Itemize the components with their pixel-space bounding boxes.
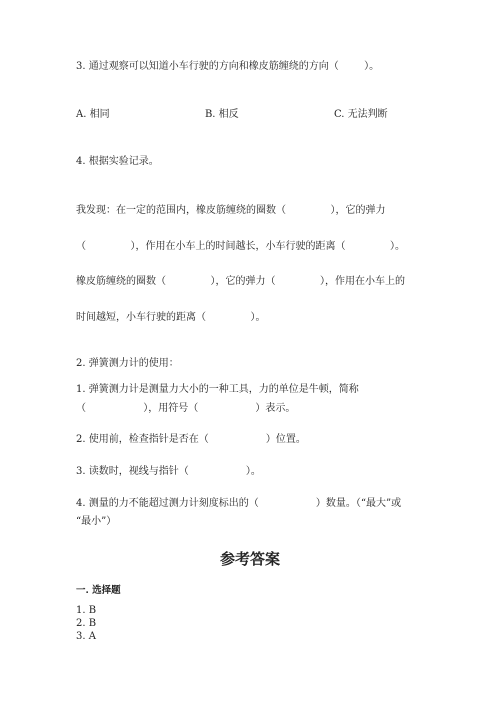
- question-4-line-3: 橡皮筋缠绕的圈数（ ），它的弹力（ ），作用在小车上的: [76, 276, 406, 287]
- answer-3: 3. A: [76, 631, 96, 642]
- fill-item-3: 3. 读数时，视线与指针（ ）。: [76, 466, 261, 477]
- question-3-options: A. 相同 B. 相反 C. 无法判断: [76, 109, 388, 120]
- fill-item-2: 2. 使用前，检查指针是否在（ ）位置。: [76, 434, 306, 445]
- answer-title: 参考答案: [219, 550, 280, 568]
- answer-1: 1. B: [76, 605, 97, 616]
- answer-2: 2. B: [76, 618, 97, 629]
- question-4: 4. 根据实验记录。: [76, 156, 159, 167]
- question-4-line-1: 我发现：在一定的范围内，橡皮筋缠绕的圈数（ ），它的弹力: [76, 205, 386, 216]
- question-3: 3. 通过观察可以知道小车行驶的方向和橡皮筋缠绕的方向（ ）。: [76, 61, 380, 72]
- answer-section-heading: 一. 选择题: [76, 585, 121, 596]
- fill-item-1-line-2: （ ），用符号（ ）表示。: [76, 403, 296, 414]
- question-4-line-4: 时间越短，小车行驶的距离（ ）。: [76, 312, 266, 323]
- fill-item-1-line-1: 1. 弹簧测力计是测量力大小的一种工具，力的单位是牛顿，简称: [76, 384, 359, 395]
- question-4-line-2: （ ），作用在小车上的时间越长，小车行驶的距离（ ）。: [76, 241, 406, 252]
- fill-item-4-line-2: “最小”）: [76, 516, 117, 527]
- fill-item-4-line-1: 4. 测量的力不能超过测力计刻度标出的（ ）数量。（“最大”或: [76, 498, 402, 509]
- fill-heading: 2. 弹簧测力计的使用：: [76, 358, 179, 369]
